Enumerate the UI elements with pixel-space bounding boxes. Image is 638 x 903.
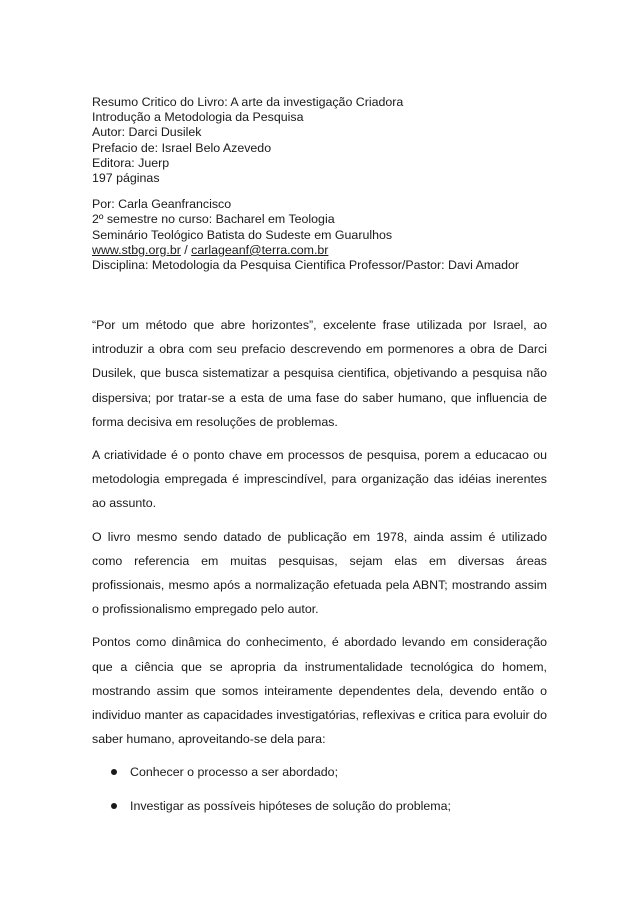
header-by: Por: Carla Geanfrancisco <box>92 197 232 212</box>
link-separator: / <box>180 242 192 257</box>
list-item <box>92 794 547 818</box>
paragraph-3: O livro mesmo sendo datado de publicação em 1978, ainda assim é utilizado como referencia em muitas pesquisas, sejam elas em diversas áreas profissionais, mesmo após a normalização efetuada pela ABNT; mostrando assim o profissionalismo empregado pelo autor. <box>92 529 547 617</box>
bullet-text: Investigar as possíveis hipóteses de solução do problema; <box>130 798 451 813</box>
header-title: Resumo Critico do Livro: A arte da investigação Criadora <box>92 95 404 109</box>
header-preface: Prefacio de: Israel Belo Azevedo <box>92 140 272 155</box>
website-link[interactable]: www.stbg.org.br <box>92 242 181 257</box>
paragraph-1: “Por um método que abre horizontes”, excelente frase utilizada por Israel, ao introduzir a obra com seu prefacio descrevendo em pormenores a obra de Darci Dusilek, que busca sistematizar a pesquisa cientifica, objetivando a pesquisa não dispersiva; por tratar-se a esta de uma fase do saber humano, que influencia de forma decisiva em resoluções de problemas. <box>92 318 547 429</box>
header-discipline: Disciplina: Metodologia da Pesquisa Cientifica Professor/Pastor: Davi Amador <box>92 258 519 273</box>
paragraph-2: A criatividade é o ponto chave em processos de pesquisa, porem a educacao ou metodologia empregada é imprescindível, para organização das idéias inerentes ao assunto. <box>92 448 547 511</box>
header-subtitle: Introdução a Metodologia da Pesquisa <box>92 110 304 125</box>
paragraph-4: Pontos como dinâmica do conhecimento, é abordado levando em consideração que a ciência que se apropria da instrumentalidade tecnológica do homem, mostrando assim que somos inteiramente dependentes dela, devendo então o individuo manter as capacidades investigatórias, reflexivas e critica para evoluir do saber humano, aproveitando-se dela para: <box>92 635 547 747</box>
header-links <box>92 243 552 258</box>
bullet-dot-icon <box>111 803 117 809</box>
email-link[interactable]: carlageanf@terra.com.br <box>191 242 329 257</box>
document-body <box>92 313 547 818</box>
header-course: 2º semestre no curso: Bacharel em Teologia <box>92 212 335 227</box>
header-author: Autor: Darci Dusilek <box>92 125 202 140</box>
header-seminary: Seminário Teológico Batista do Sudeste em Guarulhos <box>92 227 393 242</box>
document-header <box>92 95 552 273</box>
header-pages: 197 páginas <box>92 171 160 186</box>
bullet-dot-icon <box>111 769 117 775</box>
list-item <box>92 760 547 784</box>
bullet-text: Conhecer o processo a ser abordado; <box>130 765 339 780</box>
header-gap <box>92 186 552 197</box>
header-publisher: Editora: Juerp <box>92 155 170 170</box>
bullet-list <box>92 760 547 817</box>
